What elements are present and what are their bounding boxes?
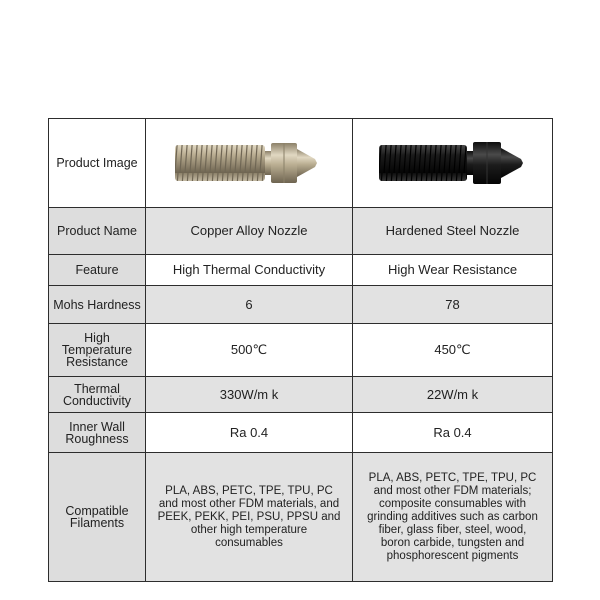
steel-thermal-conductivity: 22W/m k bbox=[353, 377, 553, 413]
steel-nozzle-image bbox=[373, 133, 533, 193]
row-product-name bbox=[49, 208, 553, 255]
copper-neck bbox=[265, 151, 271, 175]
label-mohs-hardness: Mohs Hardness bbox=[49, 286, 146, 324]
steel-mohs-hardness: 78 bbox=[353, 286, 553, 324]
steel-product-name: Hardened Steel Nozzle bbox=[353, 208, 553, 255]
row-inner-wall-roughness bbox=[49, 413, 553, 453]
steel-nozzle-image-cell bbox=[353, 119, 553, 208]
row-temperature bbox=[49, 324, 553, 377]
copper-nozzle-image-cell bbox=[146, 119, 353, 208]
label-product-image: Product Image bbox=[49, 119, 146, 208]
label-product-name: Product Name bbox=[49, 208, 146, 255]
label-feature: Feature bbox=[49, 255, 146, 286]
copper-temperature: 500℃ bbox=[146, 324, 353, 377]
steel-temperature: 450℃ bbox=[353, 324, 553, 377]
copper-nozzle-image bbox=[169, 133, 329, 193]
row-thermal-conductivity bbox=[49, 377, 553, 413]
row-mohs-hardness bbox=[49, 286, 553, 324]
comparison-table bbox=[48, 118, 553, 582]
steel-compatible-filaments: PLA, ABS, PETC, TPE, TPU, PC and most other FDM materials; composite consumables with grinding additives such as carbon fiber, glass fiber, steel, wood, boron carbide, tungsten and phosphorescent pigments bbox=[353, 453, 553, 582]
label-inner-wall-roughness: Inner Wall Roughness bbox=[49, 413, 146, 453]
steel-feature: High Wear Resistance bbox=[353, 255, 553, 286]
label-temperature: High Temperature Resistance bbox=[49, 324, 146, 377]
row-feature bbox=[49, 255, 553, 286]
copper-mohs-hardness: 6 bbox=[146, 286, 353, 324]
copper-feature: High Thermal Conductivity bbox=[146, 255, 353, 286]
label-compatible-filaments: Compatible Filaments bbox=[49, 453, 146, 582]
copper-tip bbox=[297, 149, 317, 177]
steel-thread bbox=[379, 145, 467, 181]
copper-thermal-conductivity: 330W/m k bbox=[146, 377, 353, 413]
steel-inner-wall-roughness: Ra 0.4 bbox=[353, 413, 553, 453]
steel-tip bbox=[501, 148, 523, 178]
copper-product-name: Copper Alloy Nozzle bbox=[146, 208, 353, 255]
copper-thread bbox=[175, 145, 265, 181]
label-thermal-conductivity: Thermal Conductivity bbox=[49, 377, 146, 413]
copper-compatible-filaments: PLA, ABS, PETC, TPE, TPU, PC and most other FDM materials, and PEEK, PEKK, PEI, PSU, PPSU and other high temperature consumables bbox=[146, 453, 353, 582]
copper-inner-wall-roughness: Ra 0.4 bbox=[146, 413, 353, 453]
steel-neck bbox=[467, 151, 473, 175]
row-product-image bbox=[49, 119, 553, 208]
row-compatible-filaments bbox=[49, 453, 553, 582]
